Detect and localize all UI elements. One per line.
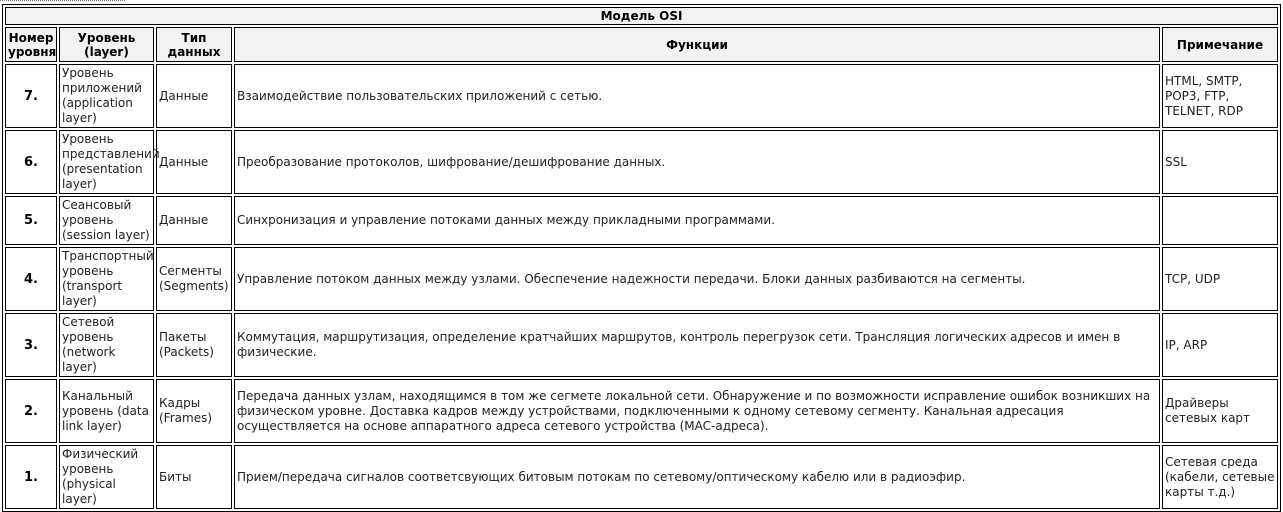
layer-notes: Драйверы сетевых карт — [1162, 379, 1278, 443]
layer-data-type: Кадры (Frames) — [156, 379, 232, 443]
layer-number: 6. — [5, 130, 57, 194]
layer-functions: Управление потоком данных между узлами. Обеспечение надежности передачи. Блоки данных разбиваются на сегменты. — [234, 247, 1160, 311]
layer-functions: Передача данных узлам, находящимся в том же сегмете локальной сети. Обнаружение и по возможности исправление ошибок возникших на физическом уровне. Доставка кадров между устройствами, подключенными к одному сетевому сегменту. Канальная адресация осуществляется на основе аппаратного адреса сетевого устройства (MAC-адреса). — [234, 379, 1160, 443]
layer-notes: TCP, UDP — [1162, 247, 1278, 311]
layer-number: 1. — [5, 445, 57, 509]
table-row — [5, 64, 1278, 128]
table-row — [5, 379, 1278, 443]
layer-name: Уровень представлений (presentation layer) — [59, 130, 154, 194]
layer-data-type: Биты — [156, 445, 232, 509]
table-caption-row — [5, 7, 1278, 25]
layer-name: Сетевой уровень (network layer) — [59, 313, 154, 377]
header-number: Номер уровня — [5, 27, 57, 62]
layer-data-type: Пакеты (Packets) — [156, 313, 232, 377]
header-row — [5, 27, 1278, 62]
header-layer: Уровень (layer) — [59, 27, 154, 62]
layer-data-type: Данные — [156, 64, 232, 128]
osi-model-table — [2, 4, 1281, 512]
layer-data-type: Данные — [156, 196, 232, 245]
table-row — [5, 130, 1278, 194]
layer-name: Транспортный уровень (transport layer) — [59, 247, 154, 311]
layer-data-type: Данные — [156, 130, 232, 194]
layer-notes: HTML, SMTP, POP3, FTP, TELNET, RDP — [1162, 64, 1278, 128]
layer-data-type: Сегменты (Segments) — [156, 247, 232, 311]
layer-name: Сеансовый уровень (session layer) — [59, 196, 154, 245]
layer-functions: Преобразование протоколов, шифрование/дешифрование данных. — [234, 130, 1160, 194]
layer-functions: Коммутация, маршрутизация, определение кратчайших маршрутов, контроль перегрузок сети. Трансляция логических адресов и имен в физические. — [234, 313, 1160, 377]
header-functions: Функции — [234, 27, 1160, 62]
layer-functions: Взаимодействие пользовательских приложений с сетью. — [234, 64, 1160, 128]
layer-number: 3. — [5, 313, 57, 377]
layer-functions: Прием/передача сигналов соответсвующих битовым потокам по сетевому/оптическому кабелю или в радиоэфир. — [234, 445, 1160, 509]
header-notes: Примечание — [1162, 27, 1278, 62]
layer-name: Канальный уровень (data link layer) — [59, 379, 154, 443]
table-row — [5, 445, 1278, 509]
layer-number: 2. — [5, 379, 57, 443]
table-row — [5, 247, 1278, 311]
table-row — [5, 196, 1278, 245]
table-row — [5, 313, 1278, 377]
cropped-text-above — [0, 0, 1283, 3]
layer-number: 5. — [5, 196, 57, 245]
layer-name: Уровень приложений (application layer) — [59, 64, 154, 128]
layer-notes: IP, ARP — [1162, 313, 1278, 377]
layer-functions: Синхронизация и управление потоками данных между прикладными программами. — [234, 196, 1160, 245]
header-data-type: Тип данных — [156, 27, 232, 62]
table-title: Модель OSI — [5, 7, 1278, 25]
layer-notes — [1162, 196, 1278, 245]
layer-name: Физический уровень (physical layer) — [59, 445, 154, 509]
layer-notes: Сетевая среда (кабели, сетевые карты т.д.) — [1162, 445, 1278, 509]
layer-number: 4. — [5, 247, 57, 311]
layer-number: 7. — [5, 64, 57, 128]
layer-notes: SSL — [1162, 130, 1278, 194]
